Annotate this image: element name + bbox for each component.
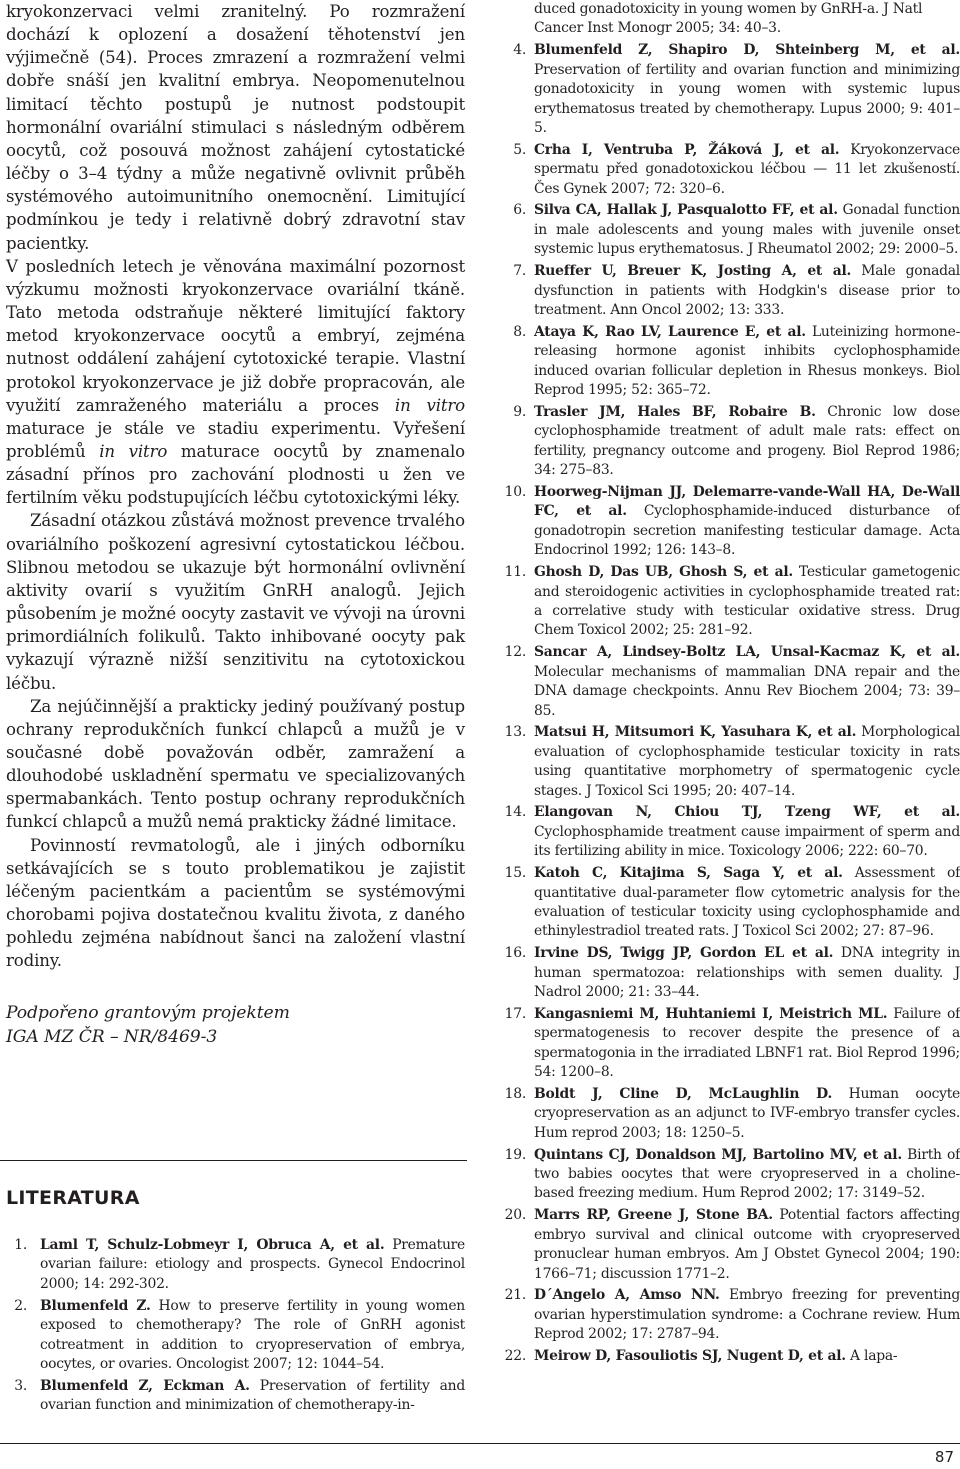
reference-item: 12. Sancar A, Lindsey-Boltz LA, Unsal-Kacmaz K, et al. Molecular mechanisms of mammalian DNA repair and the DNA damage checkpoints. Annu Rev Biochem 2004; 73: 39–85. (504, 644, 960, 719)
reference-item: 10. Hoorweg-Nijman JJ, Delemarre-vande-Wall HA, De-Wall FC, et al. Cyclophosphamide-induced disturbance of gonadotropin secretion manifesting testicular damage. Acta Endocrinol 1992; 126: 143–8. (504, 483, 960, 559)
body-text-column (6, 0, 465, 1049)
reference-item: 17. Kangasniemi M, Huhtaniemi I, Meistrich ML. Failure of spermatogenesis to recover despite the presence of a spermatogonia in the irradiated LBNF1 rat. Biol Reprod 1996; 54: 1200–8. (504, 1005, 960, 1081)
reference-item: 1. Laml T, Schulz-Lobmeyr I, Obruca A, et al. Premature ovarian failure: etiology and prospects. Gynecol Endocrinol 2000; 14: 292-302. (14, 1237, 465, 1292)
reference-continuation: duced gonadotoxicity in young women by GnRH-a. J Natl Cancer Inst Monogr 2005; 34: 40–3. (534, 1, 923, 37)
reference-item: 9. Trasler JM, Hales BF, Robaire B. Chronic low dose cyclophosphamide treatment of adult male rats: effect on fertility, pregnancy outcome and progeny. Biol Reprod 1986; 34: 275–83. (513, 403, 960, 479)
body-paragraph: Zásadní otázkou zůstává možnost prevence trvalého ovariálního poškození agresivní cytostatickou léčbou. Slibnou metodou se ukazuje být hormonální ovlivnění aktivity ovarií s využitím GnRH analogů. Jejich působením je možné oocyty zastavit ve vývoji na úrovni primordiálních folikulů. Takto inhibované oocyty pak vykazují výrazně nižší senzitivitu na cytotoxickou léčbu. (6, 511, 465, 693)
reference-item: 13. Matsui H, Mitsumori K, Yasuhara K, et al. Morphological evaluation of cyclophosphamide testicular toxicity in rats using quantitative morphometry of spermatogenic cycle stages. J Toxicol Sci 1995; 20: 407–14. (504, 724, 960, 799)
reference-item: 8. Ataya K, Rao LV, Laurence E, et al. Luteinizing hormone-releasing hormone agonist inhibits cyclophosphamide induced ovarian follicular depletion in Rhesus monkeys. Biol Reprod 1995; 52: 365–72. (513, 323, 960, 399)
reference-item: 2. Blumenfeld Z. How to preserve fertility in young women exposed to chemotherapy? The role of GnRH agonist cotreatment in addition to cryopreservation of embrya, oocytes, or ovaries. Oncologist 2007; 12: 1044–54. (14, 1297, 465, 1373)
reference-item: 5. Crha I, Ventruba P, Žáková J, et al. Kryokonzervace spermatu před gonadotoxickou léčbou — 11 let zkušeností. Čes Gynek 2007; 72: 320–6. (513, 141, 960, 197)
reference-item: 7. Rueffer U, Breuer K, Josting A, et al. Male gonadal dysfunction in patients with Hodgkin's disease prior to treatment. Ann Oncol 2002; 13: 333. (513, 263, 960, 318)
references-right-column (494, 0, 960, 1369)
grant-line: Podpořeno grantovým projektem (6, 1002, 290, 1023)
reference-item: 18. Boldt J, Cline D, McLaughlin D. Human oocyte cryopreservation as an adjunct to IVF-embryo transfer cycles. Hum reprod 2003; 18: 1250–5. (504, 1085, 960, 1141)
reference-item: 11. Ghosh D, Das UB, Ghosh S, et al. Testicular gametogenic and steroidogenic activities in cyclophosphamide treated rat: a correlative study with testicular oxidative stress. Drug Chem Toxicol 2002; 25: 281–92. (504, 564, 960, 639)
body-paragraph: V posledních letech je věnována maximální pozornost výzkumu možnosti kryokonzervace ovariální tkáně. Tato metoda odstraňuje některé limitující faktory metod kryokonzervace oocytů a embryí, zejména nutnost oddálení zahájení cytotoxické terapie. Vlastní protokol kryokonzervace je již dobře propracován, ale využití zamraženého materiálu a proces in vitro maturace je stále ve stadiu experimentu. Vyřešení problémů in vitro maturace oocytů by znamenalo zásadní přínos pro zachování plodnosti u žen ve fertilním věku podstupujících léčbu cytotoxickými léky. (6, 256, 465, 508)
reference-item: 3. Blumenfeld Z, Eckman A. Preservation of fertility and ovarian function and minimization of chemotherapy-in- (14, 1377, 465, 1414)
reference-item: 19. Quintans CJ, Donaldson MJ, Bartolino MV, et al. Birth of two babies oocytes that were cryopreserved in a choline-based freezing medium. Hum Reprod 2002; 17: 3149–52. (504, 1146, 960, 1202)
literature-heading: LITERATURA (6, 1187, 140, 1209)
grant-acknowledgement (6, 1001, 465, 1049)
reference-item: 22. Meirow D, Fasouliotis SJ, Nugent D, et al. A lapa- (504, 1348, 898, 1364)
references-left-column (0, 1236, 465, 1418)
body-paragraph: kryokonzervaci velmi zranitelný. Po rozmražení dochází k oplození a dosažení těhotenství jen výjimečně (54). Proces zmrazení a rozmražení velmi dobře snáší jen kvalitní embrya. Neopomenutelnou limitací těchto postupů je nutnost podstoupit hormonální ovariální stimulaci s následným odběrem oocytů, což posouvá možnost zahájení cytostatické léčby o 3–4 týdny a může negativně ovlivnit průběh systémového autoimunitního onemocnění. Limitující podmínkou je tedy i relativně dobrý zdravotní stav pacientky. (6, 2, 465, 253)
reference-item: 21. D´Angelo A, Amso NN. Embryo freezing for preventing ovarian hyperstimulation syndrome: a Cochrane review. Hum Reprod 2002; 17: 2787–94. (504, 1287, 960, 1343)
reference-item: 20. Marrs RP, Greene J, Stone BA. Potential factors affecting embryo survival and clinical outcome with cryopreserved pronuclear human embryos. Am J Obstet Gynecol 2004; 190: 1766–71; discussion 1771–2. (504, 1207, 960, 1282)
reference-item: 4. Blumenfeld Z, Shapiro D, Shteinberg M, et al. Preservation of fertility and ovarian function and minimizing gonadotoxicity in young women with systemic lupus erythematosus treated by chemotherapy. Lupus 2000; 9: 401–5. (513, 42, 960, 137)
footer-divider (0, 1443, 960, 1444)
reference-item: 14. Elangovan N, Chiou TJ, Tzeng WF, et al. Cyclophosphamide treatment cause impairment of sperm and its fertilizing ability in mice. Toxicology 2006; 222: 60–70. (504, 804, 960, 860)
body-paragraph: Za nejúčinnější a prakticky jediný používaný postup ochrany reprodukčních funkcí chlapců a mužů je v současné době považován odběr, zamražení a dlouhodobé uskladnění spermatu ve specializovaných spermabankách. Tento postup ochrany reprodukčních funkcí chlapců a mužů nemá prakticky žádné limitace. (6, 696, 465, 832)
reference-item: 15. Katoh C, Kitajima S, Saga Y, et al. Assessment of quantitative dual-parameter flow cytometric analysis for the evaluation of testicular toxicity using cyclophosphamide and ethinylestradiol treated rats. J Toxicol Sci 2002; 27: 87–96. (504, 865, 960, 940)
reference-item: 16. Irvine DS, Twigg JP, Gordon EL et al. DNA integrity in human spermatozoa: relationships with semen duality. J Nadrol 2000; 21: 33–44. (504, 945, 960, 1001)
body-paragraph: Povinností revmatologů, ale i jiných odborníku setkávajících se s touto problematikou je zajistit léčeným pacientkám a pacientům se systémovými chorobami pojiva dostatečnou kvalitu života, z daného pohledu zejména nabídnout šanci na založení vlastní rodiny. (6, 835, 465, 971)
page-number: 87 (934, 1448, 954, 1466)
grant-line: IGA MZ ČR – NR/8469-3 (6, 1026, 218, 1047)
section-divider (0, 1160, 467, 1161)
reference-item: 6. Silva CA, Hallak J, Pasqualotto FF, et al. Gonadal function in male adolescents and young males with juvenile onset systemic lupus erythematosus. J Rheumatol 2002; 29: 2000–5. (513, 202, 960, 258)
